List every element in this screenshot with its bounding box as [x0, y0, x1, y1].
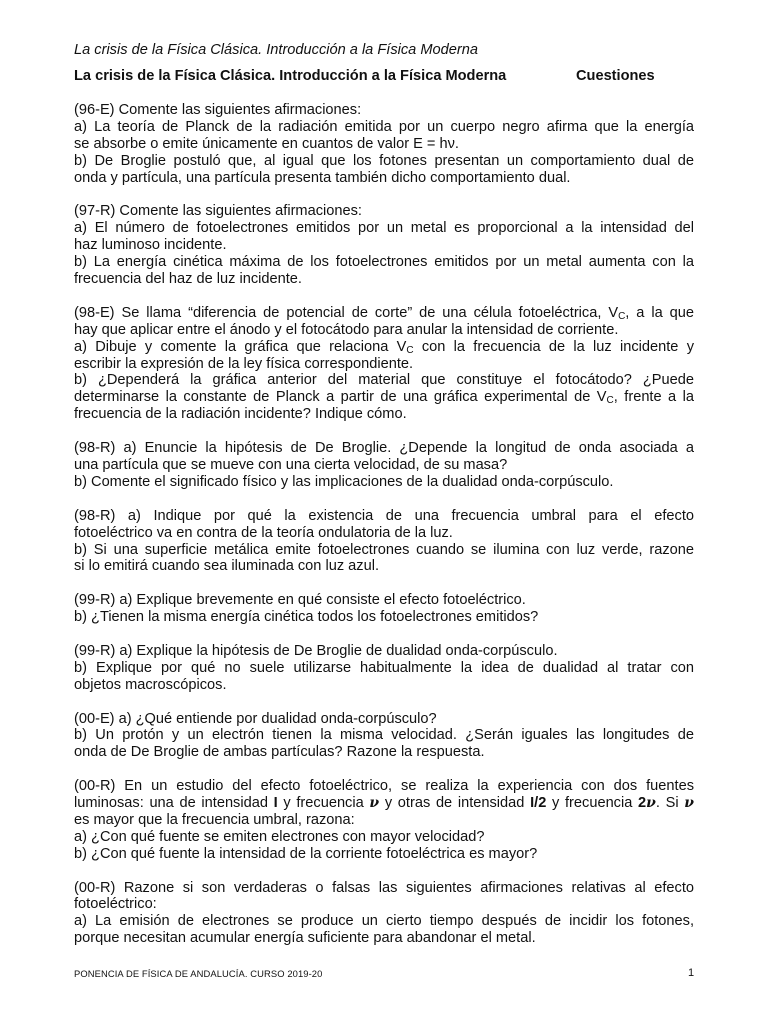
question-line: onda de De Broglie de ambas partículas? Razone la respuesta. — [74, 744, 485, 761]
line-text: , a la que — [625, 304, 694, 321]
question-line — [74, 339, 694, 356]
nu-symbol: ν — [646, 795, 656, 812]
nu-symbol: ν — [684, 795, 695, 812]
question-line: (99-R) a) Explique brevemente en qué consiste el efecto fotoeléctrico. — [74, 592, 526, 609]
question-line: b) La energía cinética máxima de los fotoelectrones emitidos por un metal aumenta con la — [74, 254, 694, 271]
line-text: . Si — [655, 795, 685, 812]
bold-symbol: 2 — [638, 795, 647, 812]
question-line: a) La teoría de Planck de la radiación emitida por un cuerpo negro afirma que la energía — [74, 118, 694, 135]
question-line: (99-R) a) Explique la hipótesis de De Broglie de dualidad onda-corpúsculo. — [74, 642, 558, 659]
question-line: (00-R) Razone si son verdaderas o falsas las siguientes afirmaciones relativas al efecto — [74, 879, 694, 896]
line-text: a) Dibuje y comente la gráfica que relaciona V — [74, 338, 407, 355]
question-line: se absorbe o emite únicamente en cuantos de valor E = hν. — [74, 135, 459, 152]
question-00-R-a — [74, 778, 694, 863]
question-line: (97-R) Comente las siguientes afirmaciones: — [74, 203, 362, 220]
line-text: y frecuencia — [546, 795, 639, 812]
subscript-c: C — [618, 310, 626, 322]
running-header: La crisis de la Física Clásica. Introducción a la Física Moderna — [74, 42, 478, 58]
question-00-E — [74, 711, 694, 762]
question-line: a) El número de fotoelectrones emitidos por un metal es proporcional a la intensidad del — [74, 220, 694, 237]
question-line — [74, 389, 694, 406]
question-line: b) Un protón y un electrón tienen la misma velocidad. ¿Serán iguales las longitudes de — [74, 727, 694, 744]
question-00-R-b — [74, 880, 694, 948]
question-98-E — [74, 305, 694, 423]
line-text: determinarse la constante de Planck a partir de una gráfica experimental de V — [74, 389, 607, 406]
line-text: (98-E) Se llama “diferencia de potencial de corte” de una célula fotoeléctrica, V — [74, 304, 619, 321]
question-line: fotoeléctrico va en contra de la teoría ondulatoria de la luz. — [74, 524, 453, 541]
question-line: (00-E) a) ¿Qué entiende por dualidad onda-corpúsculo? — [74, 710, 437, 727]
question-line: haz luminoso incidente. — [74, 237, 227, 254]
question-line: una partícula que se mueve con una cierta velocidad, de su masa? — [74, 456, 508, 473]
question-line: objetos macroscópicos. — [74, 676, 227, 693]
line-text: y otras de intensidad — [379, 795, 531, 812]
line-text: luminosas: una de intensidad — [74, 795, 274, 812]
question-96-E — [74, 102, 694, 187]
question-99-R-b — [74, 643, 694, 694]
line-text: , frente a la — [613, 389, 694, 406]
document-title: La crisis de la Física Clásica. Introducción a la Física Moderna — [74, 68, 507, 84]
question-line: b) Explique por qué no suele utilizarse habitualmente la idea de dualidad al tratar con — [74, 659, 694, 676]
question-line: b) Si una superficie metálica emite fotoelectrones cuando se ilumina con luz verde, razone — [74, 541, 694, 558]
questions-list — [74, 102, 694, 964]
question-line: b) Comente el significado físico y las implicaciones de la dualidad onda-corpúsculo. — [74, 473, 614, 490]
question-line: (98-R) a) Enuncie la hipótesis de De Broglie. ¿Depende la longitud de onda asociada a — [74, 440, 694, 457]
subscript-c: C — [606, 395, 614, 407]
question-line: b) De Broglie postuló que, al igual que los fotones presentan un comportamiento dual de — [74, 152, 694, 169]
question-line: a) La emisión de electrones se produce un cierto tiempo después de incidir los fotones, — [74, 913, 694, 930]
bold-symbol: I — [273, 795, 278, 812]
section-label: Cuestiones — [576, 68, 655, 84]
question-line: porque necesitan acumular energía suficiente para abandonar el metal. — [74, 930, 536, 947]
question-line: a) ¿Con qué fuente se emiten electrones con mayor velocidad? — [74, 828, 485, 845]
question-line: (00-R) En un estudio del efecto fotoeléctrico, se realiza la experiencia con dos fuentes — [74, 778, 694, 795]
nu-symbol: ν — [369, 795, 380, 812]
question-line: escribir la expresión de la ley física correspondiente. — [74, 355, 414, 372]
question-line: b) ¿Tienen la misma energía cinética todos los fotoelectrones emitidos? — [74, 609, 539, 626]
question-97-R — [74, 203, 694, 288]
question-line: fotoeléctrico: — [74, 896, 157, 913]
question-line: (98-R) a) Indique por qué la existencia de una frecuencia umbral para el efecto — [74, 507, 694, 524]
footer-text: PONENCIA DE FÍSICA DE ANDALUCÍA. CURSO 2019-20 — [74, 968, 323, 979]
question-99-R-a — [74, 592, 694, 626]
question-line: b) ¿Con qué fuente la intensidad de la corriente fotoeléctrica es mayor? — [74, 845, 538, 862]
question-line: si lo emitirá cuando sea iluminada con luz azul. — [74, 558, 380, 575]
question-98-R-a — [74, 440, 694, 491]
question-line: es mayor que la frecuencia umbral, razona: — [74, 811, 355, 828]
question-line: hay que aplicar entre el ánodo y el fotocátodo para anular la intensidad de corriente. — [74, 321, 619, 338]
page-number: 1 — [688, 967, 695, 979]
subscript-c: C — [406, 344, 414, 356]
question-line — [74, 795, 694, 812]
question-98-R-b — [74, 508, 694, 576]
bold-symbol: I/2 — [530, 795, 547, 812]
question-line: (96-E) Comente las siguientes afirmaciones: — [74, 102, 362, 118]
line-text: y frecuencia — [277, 795, 370, 812]
question-line — [74, 305, 694, 322]
question-line: frecuencia de la radiación incidente? Indique cómo. — [74, 406, 407, 423]
line-text: con la frecuencia de la luz incidente y — [413, 338, 694, 355]
question-line: b) ¿Dependerá la gráfica anterior del material que constituye el fotocátodo? ¿Puede — [74, 372, 694, 389]
question-line: onda y partícula, una partícula presenta también dicho comportamiento dual. — [74, 169, 571, 186]
question-line: frecuencia del haz de luz incidente. — [74, 271, 302, 288]
document-title-row — [74, 68, 694, 84]
